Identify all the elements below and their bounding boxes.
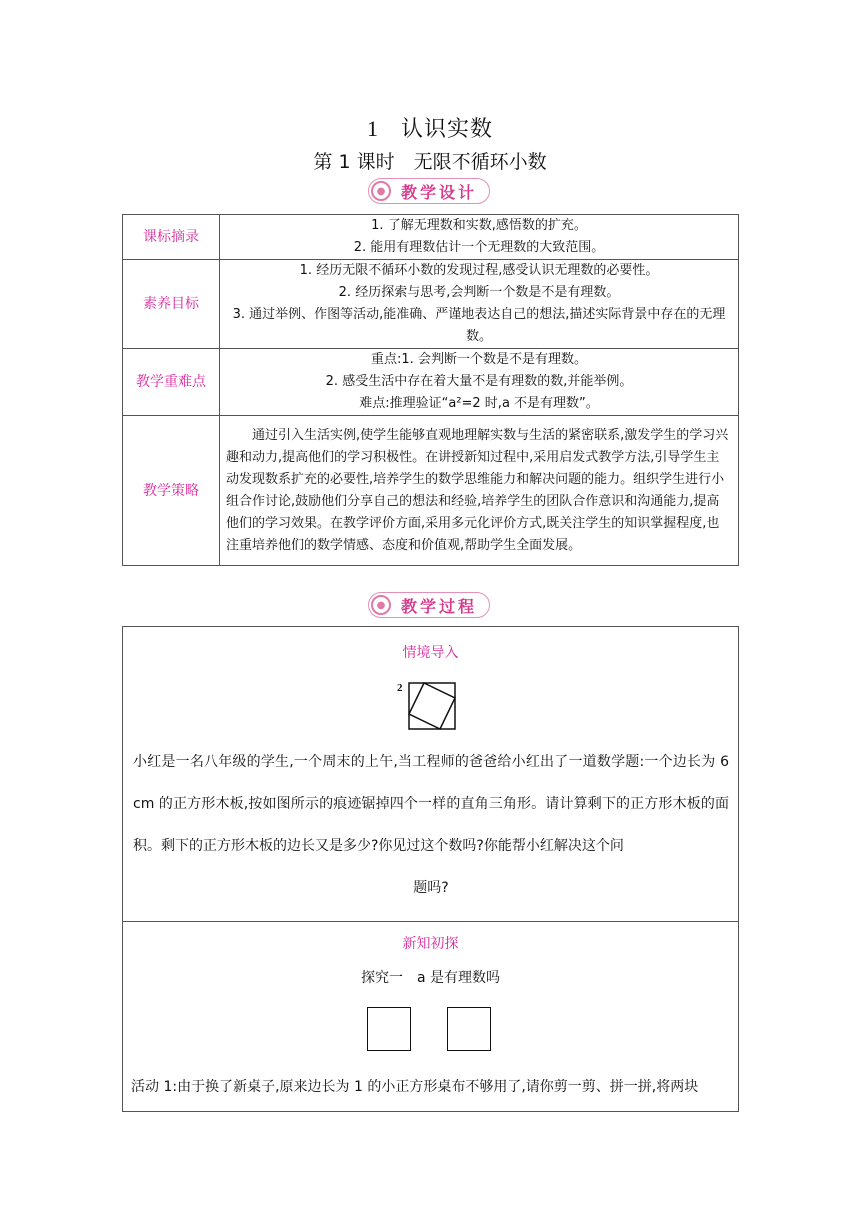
lesson-title <box>0 112 860 143</box>
intro-section-title: 情境导入 <box>402 645 459 661</box>
section-divider <box>123 921 738 922</box>
lesson-number: 1 <box>366 116 379 141</box>
row-content <box>220 349 739 416</box>
table-row <box>123 260 739 349</box>
content-line: 重点:1. 会判断一个数是不是有理数。 <box>371 352 587 367</box>
design-badge <box>368 178 490 204</box>
inner-square <box>409 683 455 729</box>
content-line: 1. 了解无理数和实数,感悟数的扩充。 <box>371 218 587 233</box>
badge-ring-icon: ● <box>371 595 391 615</box>
badge-ring-icon: ● <box>371 181 391 201</box>
small-square-right <box>447 1007 491 1051</box>
table-row <box>123 416 739 566</box>
content-line: 3. 通过举例、作图等活动,能准确、严谨地表达自己的想法,描述实际背景中存在的无理数。 <box>232 307 726 344</box>
row-label: 课标摘录 <box>123 215 220 260</box>
activity-text: 活动 1:由于换了新桌子,原来边长为 1 的小正方形桌布不够用了,请你剪一剪、拼一拼,将两块 <box>131 1079 699 1095</box>
content-line: 2. 能用有理数估计一个无理数的大致范围。 <box>353 240 605 255</box>
intro-text-last: 题吗? <box>413 880 449 896</box>
small-square-left <box>367 1007 411 1051</box>
process-badge <box>368 592 490 618</box>
lesson-subtitle: 第 1 课时 无限不循环小数 <box>313 151 547 173</box>
row-label: 教学重难点 <box>123 349 220 416</box>
content-line: 1. 经历无限不循环小数的发现过程,感受认识无理数的必要性。 <box>299 263 659 278</box>
row-content <box>220 215 739 260</box>
table-row <box>123 349 739 416</box>
process-badge-label: 教学过程 <box>401 596 478 616</box>
intro-text: 小红是一名八年级的学生,一个周末的上午,当工程师的爸爸给小红出了一道数学题:一个边长为 6 cm 的正方形木板,按如图所示的痕迹锯掉四个一样的直角三角形。请计算剩下的正方形木板的面积。剩下的正方形木板的边长又是多少?你见过这个数吗?你能帮小红解决这个问 <box>133 754 729 854</box>
content-line: 难点:推理验证“a²=2 时,a 不是有理数”。 <box>359 396 599 411</box>
square-figure <box>397 679 459 733</box>
process-box <box>122 626 739 1112</box>
row-content: 通过引入生活实例,使学生能够直观地理解实数与生活的紧密联系,激发学生的学习兴趣和动力,提高他们的学习积极性。在讲授新知过程中,采用启发式教学方法,引导学生主动发现数系扩充的必要性,培养学生的数学思维能力和解决问题的能力。组织学生进行小组合作讨论,鼓励他们分享自己的想法和经验,培养学生的团队合作意识和沟通能力,提高他们的学习效果。在教学评价方面,采用多元化评价方式,既关注学生的知识掌握程度,也注重培养他们的数学情感、态度和价值观,帮助学生全面发展。 <box>220 416 739 566</box>
design-table <box>122 214 739 566</box>
row-content <box>220 260 739 349</box>
outer-square <box>409 683 455 729</box>
intro-paragraph <box>133 741 729 909</box>
explore-title: 探究一 a 是有理数吗 <box>360 970 501 986</box>
table-row <box>123 215 739 260</box>
content-line: 2. 经历探索与思考,会判断一个数是不是有理数。 <box>338 285 620 300</box>
lesson-title-text: 认识实数 <box>400 117 493 142</box>
row-label: 素养目标 <box>123 260 220 349</box>
figure-label: 2 <box>397 682 403 694</box>
new-knowledge-title: 新知初探 <box>402 936 459 952</box>
design-badge-label: 教学设计 <box>401 182 478 202</box>
row-label: 教学策略 <box>123 416 220 566</box>
content-line: 2. 感受生活中存在着大量不是有理数的数,并能举例。 <box>325 374 633 389</box>
